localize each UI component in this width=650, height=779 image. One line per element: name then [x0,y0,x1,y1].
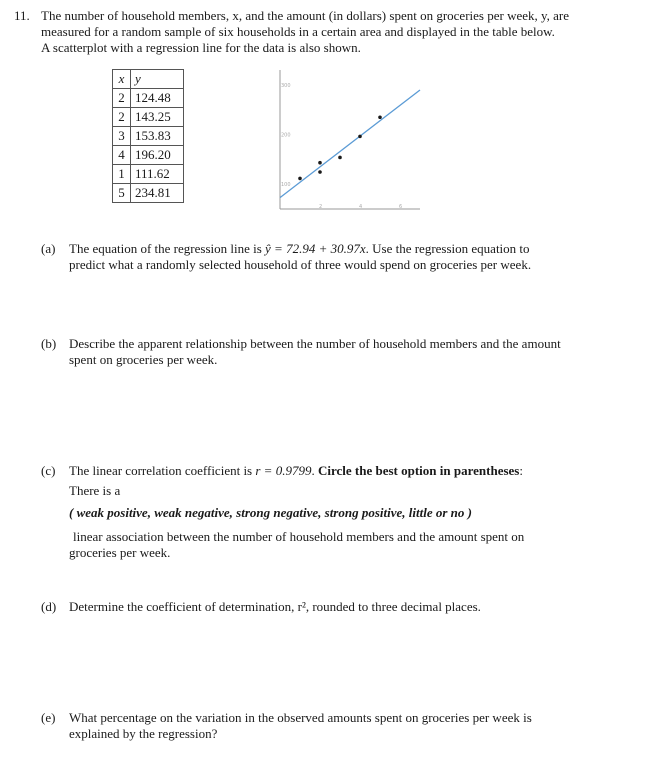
part-c-text-mid: . [311,463,318,478]
part-c-label: (c) [41,463,56,478]
scatterplot [270,62,430,217]
part-a-text: The equation of the regression line is [69,241,266,256]
intro-line-2: measured for a random sample of six households in a certain area and displayed in the table below. [41,24,555,39]
data-table [112,69,184,203]
table-row [113,165,184,184]
part-c-text-post: : [519,463,523,478]
part-e-line-1: What percentage on the variation in the observed amounts spent on groceries per week is [69,710,532,725]
part-a [41,241,621,273]
intro-line-3: A scatterplot with a regression line for the data is also shown. [41,40,361,55]
part-c-line-4: linear association between the number of household members and the amount spent on [73,529,525,544]
cell-x: 5 [113,184,131,203]
regression-equation: ŷ = 72.94 + 30.97x [265,241,366,256]
part-c-line-5: groceries per week. [69,545,171,560]
part-a-label: (a) [41,241,56,256]
table-row [113,184,184,203]
y-tick-label: 200 [281,132,291,139]
association-options: ( weak positive, weak negative, strong negative, strong positive, little or no ) [69,505,472,520]
data-point [318,161,322,165]
question-intro [41,8,631,56]
cell-x: 3 [113,127,131,146]
part-a-text-post: . Use the regression equation to [365,241,530,256]
circle-instruction: Circle the best option in parentheses [317,463,520,478]
data-point [298,177,302,181]
data-point [338,156,342,160]
part-e-line-2: explained by the regression? [69,726,218,741]
x-tick-label: 6 [399,204,403,210]
y-tick-label: 300 [281,82,291,89]
table-row [113,127,184,146]
part-d [41,599,621,615]
cell-x: 4 [113,146,131,165]
part-c-line-2: There is a [69,483,121,498]
table-row [113,108,184,127]
part-a-line-1 [69,241,621,257]
y-tick-label: 100 [281,182,291,189]
table-header-row [113,70,184,89]
part-b-line-2: spent on groceries per week. [69,352,218,367]
x-tick-label: 2 [319,204,323,210]
data-point [358,135,362,139]
part-c-text: The linear correlation coefficient is [69,463,256,478]
part-d-label: (d) [41,599,57,614]
cell-x: 2 [113,89,131,108]
question-number: 11. [14,8,30,23]
cell-y: 111.62 [131,165,184,184]
cell-x: 1 [113,165,131,184]
cell-y: 234.81 [131,184,184,203]
table-row [113,89,184,108]
data-point [318,170,322,174]
cell-y: 153.83 [131,127,184,146]
intro-line-1: The number of household members, x, and the amount (in dollars) spent on groceries per week, y, are [41,8,570,23]
part-c-line-1 [69,463,621,479]
cell-y: 124.48 [131,89,184,108]
part-b-label: (b) [41,336,57,351]
cell-x: 2 [113,108,131,127]
data-point [378,115,382,119]
header-y: y [131,70,184,89]
cell-y: 196.20 [131,146,184,165]
part-e-label: (e) [41,710,56,725]
header-x: x [113,70,131,89]
part-a-line-2: predict what a randomly selected household of three would spend on groceries per week. [69,257,532,272]
cell-y: 143.25 [131,108,184,127]
part-e [41,710,621,742]
part-c [41,463,621,561]
table-row [113,146,184,165]
part-b [41,336,621,368]
x-tick-label: 4 [359,204,363,210]
regression-line [280,90,420,198]
correlation-value: r = 0.9799 [255,463,312,478]
part-d-line-1: Determine the coefficient of determination, r², rounded to three decimal places. [69,599,481,614]
part-b-line-1: Describe the apparent relationship between the number of household members and the amount [69,336,561,351]
